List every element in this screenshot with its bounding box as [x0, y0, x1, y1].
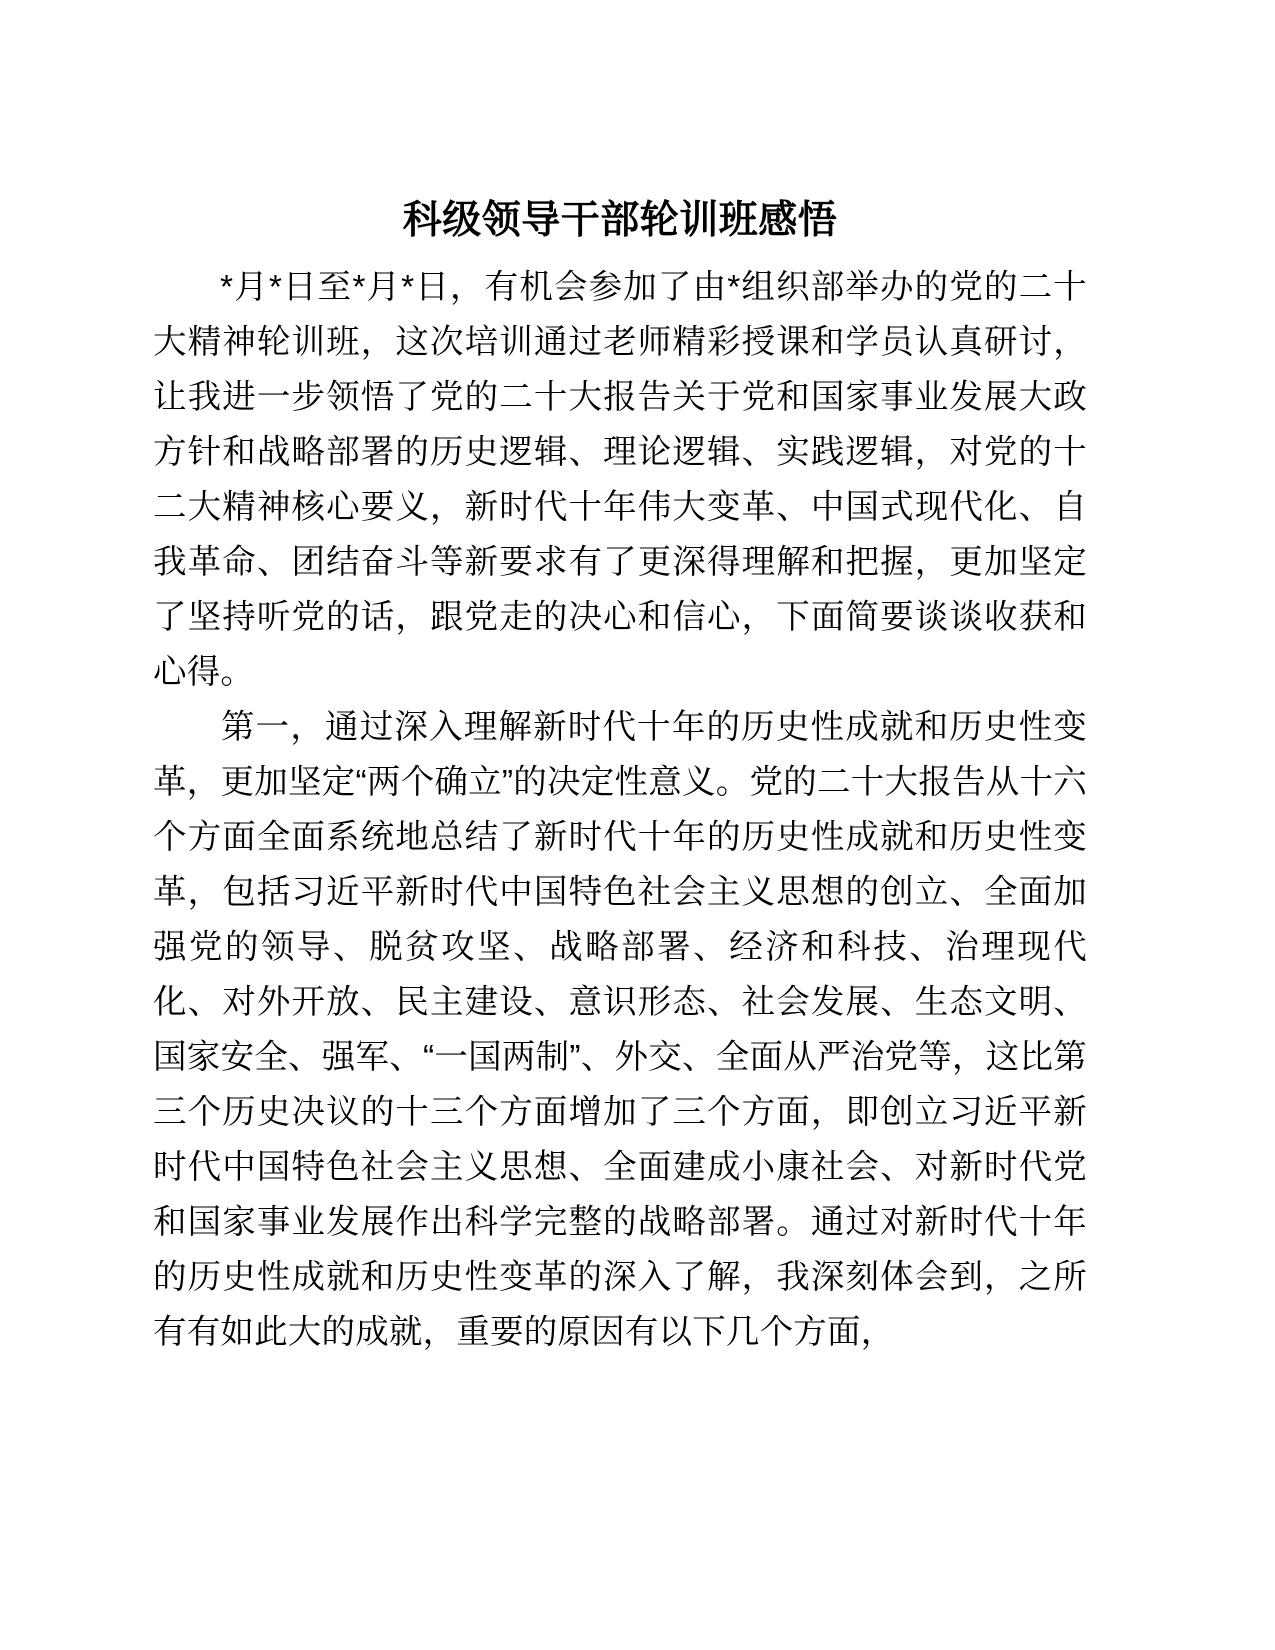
paragraph-point-one [153, 700, 1087, 1360]
page-title: 科级领导干部轮训班感悟 [402, 199, 838, 242]
paragraph-text: 第一，通过深入理解新时代十年的历史性成就和历史性变革，更加坚定“两个确立”的决定性意义。党的二十大报告从十六个方面全面系统地总结了新时代十年的历史性成就和历史性变革，包括习近平新时代中国特色社会主义思想的创立、全面加强党的领导、脱贫攻坚、战略部署、经济和科技、治理现代化、对外开放、民主建设、意识形态、社会发展、生态文明、国家安全、强军、“一国两制”、外交、全面从严治党等，这比第三个历史决议的十三个方面增加了三个方面，即创立习近平新时代中国特色社会主义思想、全面建成小康社会、对新时代党和国家事业发展作出科学完整的战略部署。通过对新时代十年的历史性成就和历史性变革的深入了解，我深刻体会到，之所有有如此大的成就，重要的原因有以下几个方面， [153, 709, 1087, 1351]
document-body [153, 196, 1087, 1360]
paragraph-intro [153, 260, 1087, 700]
paragraph-text: *月*日至*月*日，有机会参加了由*组织部举办的党的二十大精神轮训班，这次培训通过老师精彩授课和学员认真研讨，让我进一步领悟了党的二十大报告关于党和国家事业发展大政方针和战略部署的历史逻辑、理论逻辑、实践逻辑，对党的十二大精神核心要义，新时代十年伟大变革、中国式现代化、自我革命、团结奋斗等新要求有了更深得理解和把握，更加坚定了坚持听党的话，跟党走的决心和信心，下面简要谈谈收获和心得。 [153, 269, 1087, 691]
